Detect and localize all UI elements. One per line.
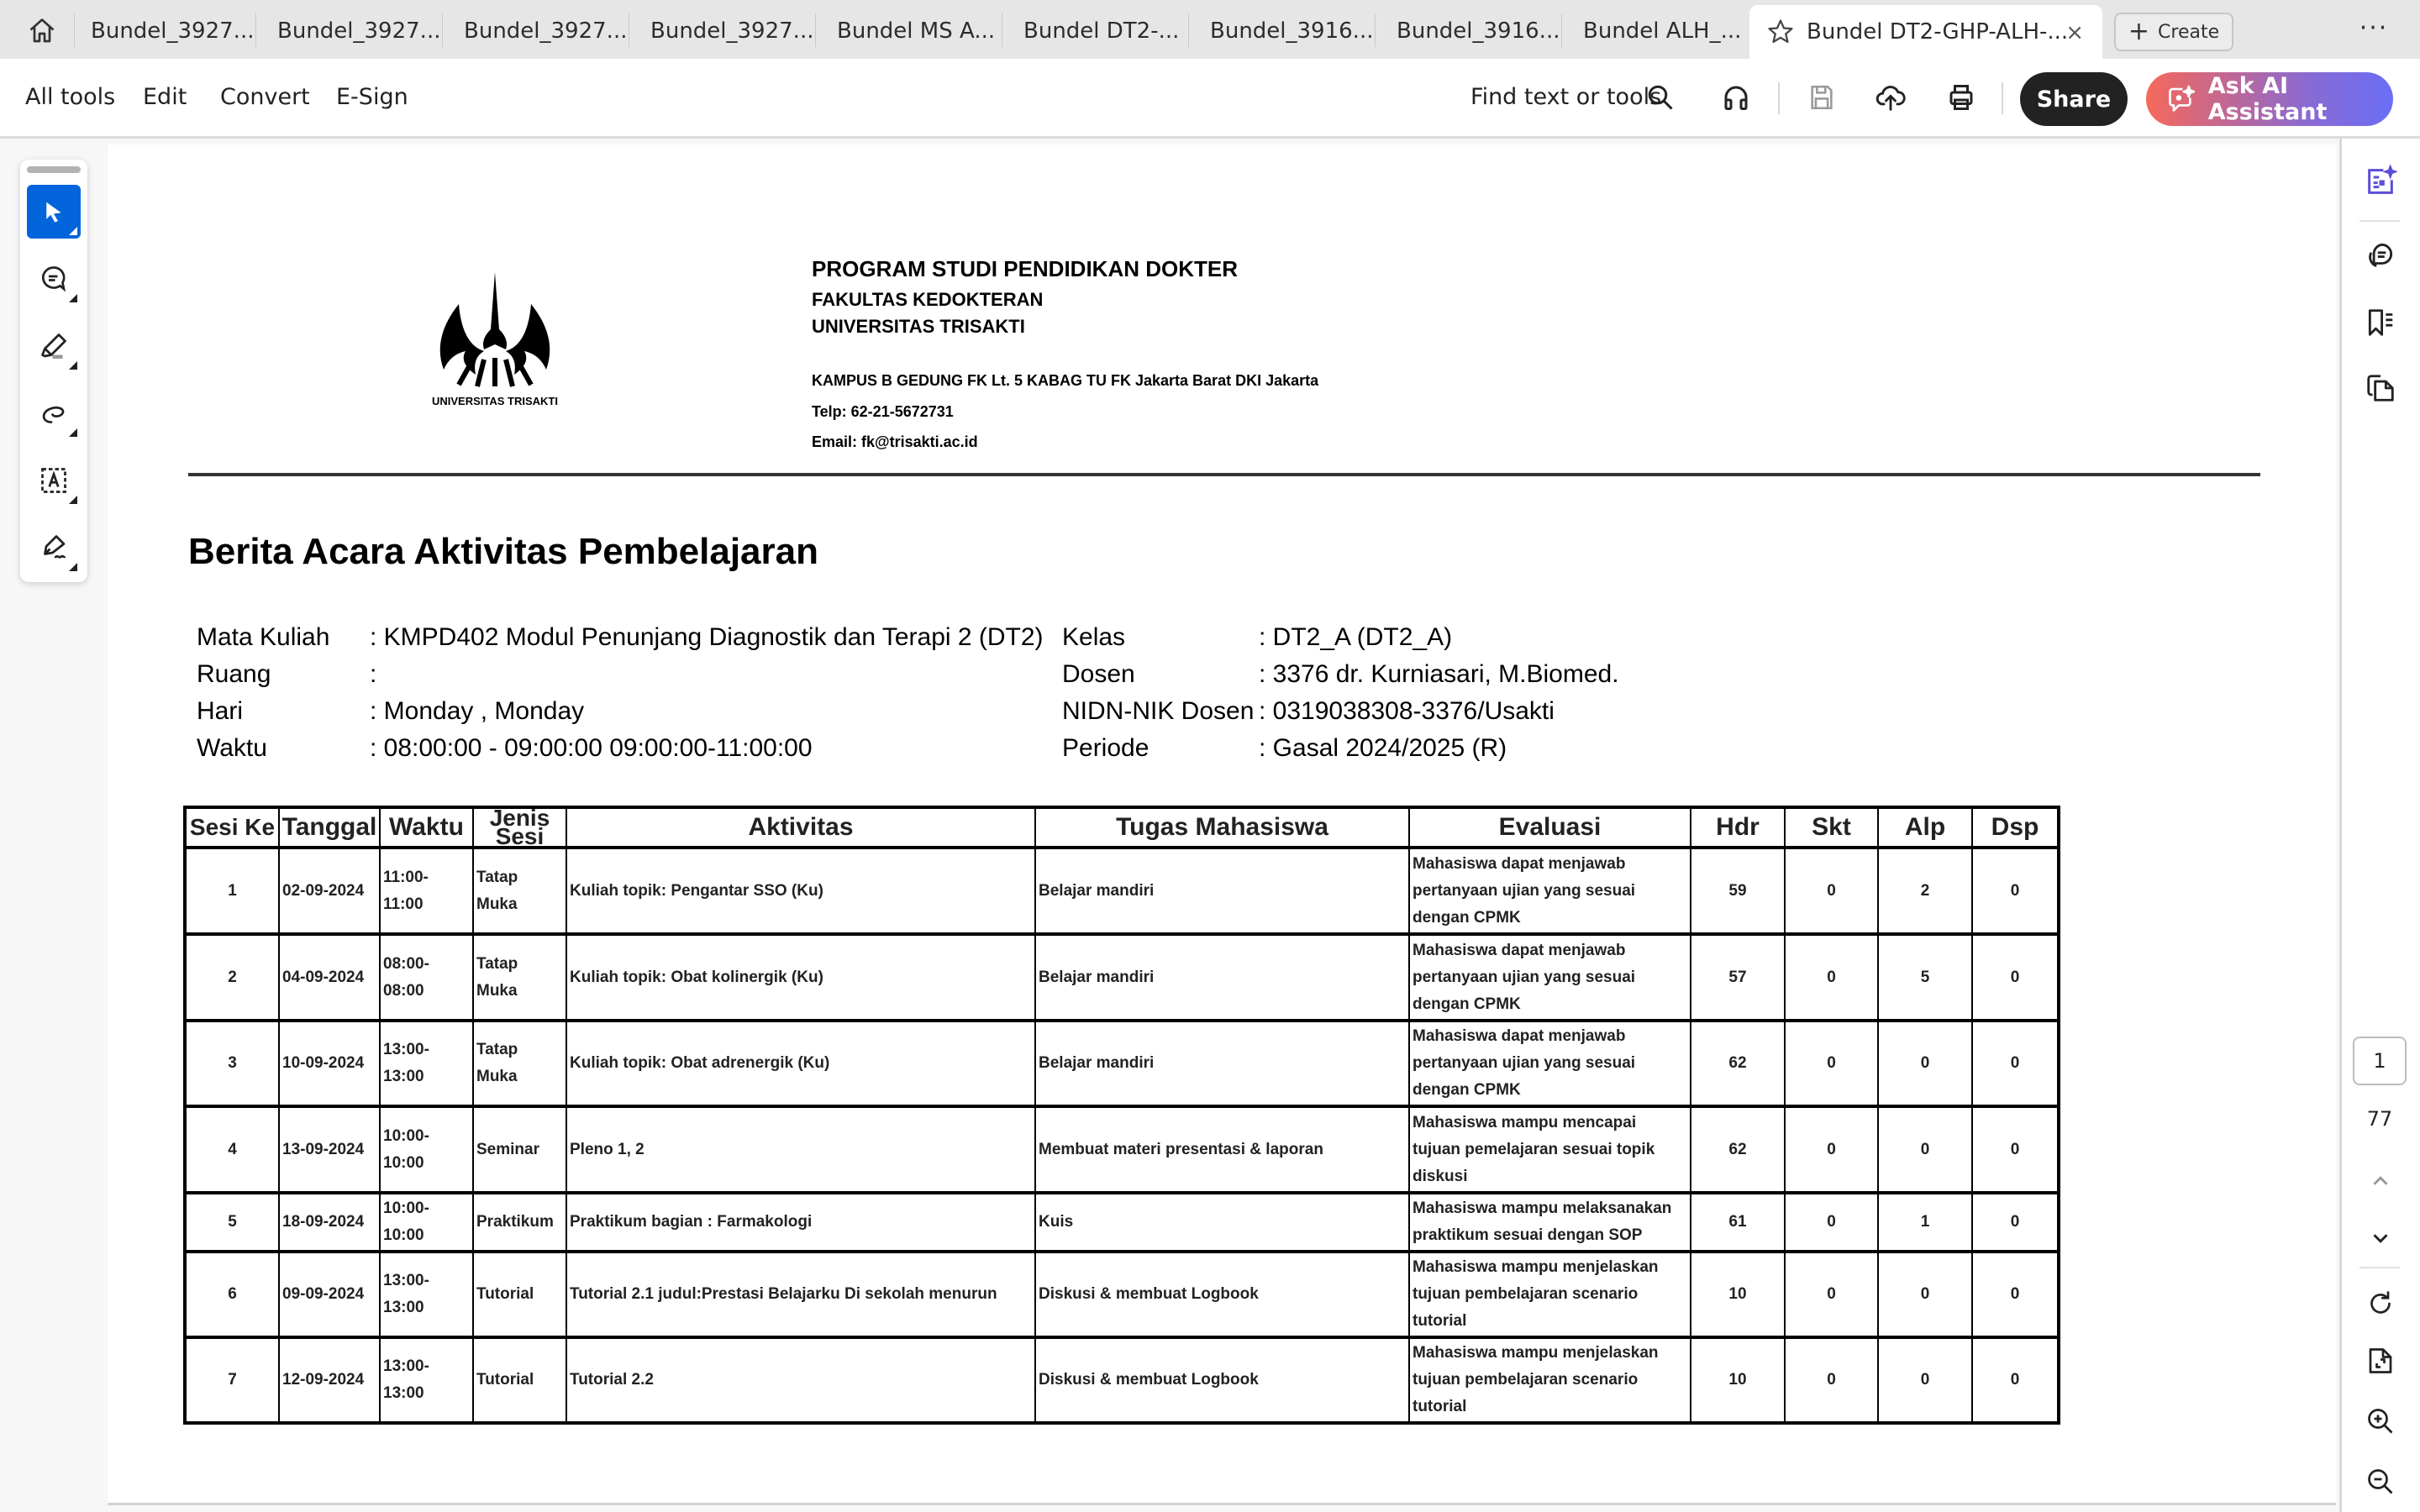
rotate-button[interactable] (2359, 1282, 2402, 1326)
col-aktivitas: Aktivitas (566, 807, 1035, 848)
close-tab-icon[interactable]: × (2065, 20, 2084, 45)
headphones-icon (1721, 82, 1751, 113)
cell-waktu: 13:00- 13:00 (380, 1337, 473, 1423)
share-button[interactable] (2020, 72, 2128, 126)
cell-tanggal: 04-09-2024 (279, 934, 380, 1021)
table-row (185, 1193, 2059, 1252)
cell-jenis: Praktikum (473, 1193, 566, 1252)
cell-dsp: 0 (1972, 1337, 2059, 1423)
zoom-out-icon (2365, 1467, 2396, 1497)
current-page-input[interactable]: 1 (2353, 1037, 2407, 1085)
next-page-button[interactable] (2359, 1216, 2402, 1260)
cell-jenis: Tatap Muka (473, 848, 566, 934)
header-divider (188, 473, 2260, 476)
cell-dsp: 0 (1972, 1193, 2059, 1252)
search-button[interactable] (1640, 77, 1681, 118)
previous-page-button[interactable] (2359, 1159, 2402, 1203)
cell-sesi: 5 (185, 1193, 279, 1252)
tab-5[interactable] (815, 10, 1000, 52)
cell-jenis: Seminar (473, 1106, 566, 1193)
cell-alp: 2 (1878, 848, 1972, 934)
page-thumbnails-icon (2365, 372, 2396, 404)
menu-e-sign[interactable]: E-Sign (336, 84, 408, 110)
cell-jenis: Tatap Muka (473, 1021, 566, 1106)
cell-waktu: 13:00- 13:00 (380, 1252, 473, 1337)
tab-7[interactable] (1188, 10, 1373, 52)
freehand-draw-icon (39, 398, 69, 428)
col-jenis-sesi: Jenis Sesi (473, 807, 566, 848)
cell-skt: 0 (1785, 1106, 1878, 1193)
cell-waktu: 10:00- 10:00 (380, 1193, 473, 1252)
university-logo-icon (425, 270, 565, 388)
tab-label: Bundel_3916... (1210, 18, 1373, 44)
highlighter-pen-icon (39, 331, 69, 361)
col-waktu: Waktu (380, 807, 473, 848)
cell-hdr: 57 (1691, 934, 1785, 1021)
meta-label-mata-kuliah: Mata Kuliah (197, 623, 330, 651)
cell-hdr: 10 (1691, 1252, 1785, 1337)
cell-evaluasi: Mahasiswa dapat menjawab pertanyaan ujian yang sesuai dengan CPMK (1409, 934, 1691, 1021)
comment-bubble-icon (39, 264, 69, 294)
bookmark-list-icon (2365, 307, 2396, 339)
tab-label: Bundel MS A... (837, 18, 996, 44)
printer-icon (1946, 82, 1976, 113)
comments-icon (2365, 239, 2396, 271)
chevron-up-icon (2368, 1168, 2393, 1194)
cell-dsp: 0 (1972, 1021, 2059, 1106)
cell-hdr: 62 (1691, 1106, 1785, 1193)
create-label: Create (2158, 21, 2220, 43)
cell-waktu: 11:00- 11:00 (380, 848, 473, 934)
logo-caption: UNIVERSITAS TRISAKTI (432, 395, 558, 407)
cell-alp: 0 (1878, 1337, 1972, 1423)
cell-dsp: 0 (1972, 934, 2059, 1021)
cell-tugas: Diskusi & membuat Logbook (1035, 1337, 1409, 1423)
meta-value-mata-kuliah: : KMPD402 Modul Penunjang Diagnostik dan Terapi 2 (DT2) (370, 623, 1044, 651)
cell-evaluasi: Mahasiswa mampu mencapai tujuan pemelajaran sesuai topik diskusi (1409, 1106, 1691, 1193)
meta-value-kelas: : DT2_A (DT2_A) (1259, 623, 1453, 651)
header-email: Email: fk@trisakti.ac.id (812, 433, 978, 450)
zoom-in-icon (2365, 1406, 2396, 1436)
text-box-icon (39, 465, 69, 496)
zoom-out-button[interactable] (2359, 1460, 2402, 1504)
save-button[interactable] (1802, 77, 1842, 118)
cell-alp: 0 (1878, 1106, 1972, 1193)
cell-tugas: Membuat materi presentasi & laporan (1035, 1106, 1409, 1193)
ask-ai-assistant-button[interactable] (2146, 72, 2393, 126)
cell-sesi: 7 (185, 1337, 279, 1423)
cell-hdr: 59 (1691, 848, 1785, 934)
table-row (185, 934, 2059, 1021)
cell-dsp: 0 (1972, 1106, 2059, 1193)
cell-jenis: Tutorial (473, 1252, 566, 1337)
meta-label-dosen: Dosen (1062, 660, 1135, 688)
find-text-button[interactable]: Find text or tools (1470, 84, 1662, 110)
save-icon (1807, 83, 1836, 112)
cell-jenis: Tatap Muka (473, 934, 566, 1021)
cell-alp: 5 (1878, 934, 1972, 1021)
cell-sesi: 3 (185, 1021, 279, 1106)
cell-tanggal: 10-09-2024 (279, 1021, 380, 1106)
cell-dsp: 0 (1972, 848, 2059, 934)
cell-sesi: 4 (185, 1106, 279, 1193)
header-phone: Telp: 62-21-5672731 (812, 403, 954, 420)
cell-tanggal: 13-09-2024 (279, 1106, 380, 1193)
ai-summary-icon (2364, 165, 2397, 198)
cell-sesi: 2 (185, 934, 279, 1021)
zoom-in-button[interactable] (2359, 1399, 2402, 1443)
cell-waktu: 08:00- 08:00 (380, 934, 473, 1021)
meta-label-nidn: NIDN-NIK Dosen (1062, 697, 1255, 725)
cell-evaluasi: Mahasiswa dapat menjawab pertanyaan ujian yang sesuai dengan CPMK (1409, 1021, 1691, 1106)
cell-aktivitas: Tutorial 2.1 judul:Prestasi Belajarku Di sekolah menurun (566, 1252, 1035, 1337)
cell-evaluasi: Mahasiswa mampu melaksanakan praktikum sesuai dengan SOP (1409, 1193, 1691, 1252)
tab-bar (0, 0, 2420, 59)
cell-skt: 0 (1785, 1193, 1878, 1252)
upload-cloud-button[interactable] (1870, 77, 1911, 118)
cell-tanggal: 12-09-2024 (279, 1337, 380, 1423)
cell-skt: 0 (1785, 934, 1878, 1021)
col-evaluasi: Evaluasi (1409, 807, 1691, 848)
meta-value-nidn: : 0319038308-3376/Usakti (1259, 697, 1555, 725)
tab-label: Bundel DT2-... (1023, 18, 1180, 44)
table-row (185, 1252, 2059, 1337)
tab-1[interactable] (69, 10, 254, 52)
menu-all-tools[interactable]: All tools (25, 84, 116, 110)
tab-3[interactable] (442, 10, 627, 52)
text-tool-button[interactable] (27, 454, 81, 507)
header-faculty: FAKULTAS KEDOKTERAN (812, 289, 1044, 310)
rotate-clockwise-icon (2365, 1289, 2396, 1319)
highlight-tool-button[interactable] (27, 319, 81, 373)
total-pages: 77 (2366, 1107, 2393, 1131)
read-aloud-button[interactable] (1716, 77, 1756, 118)
ai-generative-summary-button[interactable] (2359, 160, 2402, 203)
create-button[interactable] (2114, 13, 2233, 51)
quick-tools-rail (20, 160, 87, 582)
tab-label: Bundel_3916... (1397, 18, 1560, 44)
cell-evaluasi: Mahasiswa mampu menjelaskan tujuan pembelajaran scenario tutorial (1409, 1337, 1691, 1423)
cell-evaluasi: Mahasiswa dapat menjawab pertanyaan ujian yang sesuai dengan CPMK (1409, 848, 1691, 934)
table-row (185, 1106, 2059, 1193)
cell-skt: 0 (1785, 1252, 1878, 1337)
ai-assistant-icon (2166, 82, 2196, 116)
fit-page-button[interactable] (2359, 1339, 2402, 1383)
cell-tanggal: 02-09-2024 (279, 848, 380, 934)
header-program: PROGRAM STUDI PENDIDIKAN DOKTER (812, 256, 1239, 281)
tab-label: Bundel_3927... (91, 18, 254, 44)
cell-skt: 0 (1785, 848, 1878, 934)
cell-waktu: 10:00- 10:00 (380, 1106, 473, 1193)
cell-tanggal: 18-09-2024 (279, 1193, 380, 1252)
cell-alp: 0 (1878, 1021, 1972, 1106)
cell-tugas: Kuis (1035, 1193, 1409, 1252)
header-address: KAMPUS B GEDUNG FK Lt. 5 KABAG TU FK Jakarta Barat DKI Jakarta (812, 372, 1319, 389)
search-icon (1645, 82, 1676, 113)
col-tanggal: Tanggal (279, 807, 380, 848)
table-row (185, 1021, 2059, 1106)
menu-convert[interactable]: Convert (220, 84, 310, 110)
tab-2[interactable] (255, 10, 440, 52)
cell-hdr: 62 (1691, 1021, 1785, 1106)
home-button[interactable] (18, 12, 66, 50)
cell-evaluasi: Mahasiswa mampu menjelaskan tujuan pembelajaran scenario tutorial (1409, 1252, 1691, 1337)
col-skt: Skt (1785, 807, 1878, 848)
pages-panel-button[interactable] (2359, 366, 2402, 410)
fit-page-icon (2365, 1346, 2396, 1376)
tab-label: Bundel ALH_... (1583, 18, 1742, 44)
meta-value-waktu: : 08:00:00 - 09:00:00 09:00:00-11:00:00 (370, 734, 813, 762)
col-sesi-ke: Sesi Ke (185, 807, 279, 848)
bookmarks-panel-button[interactable] (2359, 301, 2402, 344)
cell-dsp: 0 (1972, 1252, 2059, 1337)
meta-value-ruang: : (370, 660, 377, 688)
ai-label: Ask AI Assistant (2207, 73, 2328, 125)
draw-tool-button[interactable] (27, 386, 81, 440)
meta-label-periode: Periode (1062, 734, 1150, 762)
cell-skt: 0 (1785, 1337, 1878, 1423)
comment-tool-button[interactable] (27, 252, 81, 306)
table-row (185, 1337, 2059, 1423)
col-hdr: Hdr (1691, 807, 1785, 848)
print-button[interactable] (1941, 77, 1981, 118)
cell-aktivitas: Kuliah topik: Obat kolinergik (Ku) (566, 934, 1035, 1021)
meta-value-hari: : Monday , Monday (370, 697, 585, 725)
cell-alp: 1 (1878, 1193, 1972, 1252)
main-toolbar (0, 59, 2420, 139)
tab-6[interactable] (1002, 10, 1186, 52)
more-options-button[interactable]: ··· (2359, 13, 2389, 43)
cell-tugas: Belajar mandiri (1035, 848, 1409, 934)
document-title: Berita Acara Aktivitas Pembelajaran (188, 531, 818, 572)
meta-value-periode: : Gasal 2024/2025 (R) (1259, 734, 1507, 762)
meta-label-waktu: Waktu (197, 734, 267, 762)
cell-aktivitas: Kuliah topik: Pengantar SSO (Ku) (566, 848, 1035, 934)
cell-tugas: Belajar mandiri (1035, 934, 1409, 1021)
cell-aktivitas: Tutorial 2.2 (566, 1337, 1035, 1423)
tab-4[interactable] (629, 10, 813, 52)
meta-label-ruang: Ruang (197, 660, 271, 688)
sign-tool-button[interactable] (27, 521, 81, 575)
table-row (185, 848, 2059, 934)
cell-aktivitas: Praktikum bagian : Farmakologi (566, 1193, 1035, 1252)
cell-tanggal: 09-09-2024 (279, 1252, 380, 1337)
home-icon (27, 16, 57, 46)
cloud-upload-icon (1875, 81, 1907, 113)
rail-drag-handle[interactable] (27, 166, 81, 173)
tab-label: Bundel_3927... (650, 18, 813, 44)
select-tool-button[interactable] (27, 185, 81, 239)
tab-active[interactable] (1749, 5, 2102, 59)
cell-jenis: Tutorial (473, 1337, 566, 1423)
activity-table (183, 806, 2060, 1425)
cell-sesi: 1 (185, 848, 279, 934)
pen-nib-signature-icon (39, 533, 69, 563)
meta-label-kelas: Kelas (1062, 623, 1126, 651)
cell-waktu: 13:00- 13:00 (380, 1021, 473, 1106)
col-tugas: Tugas Mahasiswa (1035, 807, 1409, 848)
tab-label: Bundel DT2-GHP-ALH-... (1807, 19, 2069, 45)
tab-label: Bundel_3927... (464, 18, 627, 44)
meta-value-dosen: : 3376 dr. Kurniasari, M.Biomed. (1259, 660, 1619, 688)
cell-tugas: Diskusi & membuat Logbook (1035, 1252, 1409, 1337)
cell-skt: 0 (1785, 1021, 1878, 1106)
cell-aktivitas: Kuliah topik: Obat adrenergik (Ku) (566, 1021, 1035, 1106)
cell-sesi: 6 (185, 1252, 279, 1337)
col-dsp: Dsp (1972, 807, 2059, 848)
menu-edit[interactable]: Edit (143, 84, 187, 110)
plus-icon: + (2128, 17, 2150, 46)
tab-label: Bundel_3927... (277, 18, 440, 44)
cell-hdr: 10 (1691, 1337, 1785, 1423)
comments-panel-button[interactable] (2359, 234, 2402, 277)
chevron-down-icon (2368, 1226, 2393, 1251)
meta-label-hari: Hari (197, 697, 244, 725)
cell-aktivitas: Pleno 1, 2 (566, 1106, 1035, 1193)
cell-tugas: Belajar mandiri (1035, 1021, 1409, 1106)
tab-8[interactable] (1375, 10, 1560, 52)
cell-hdr: 61 (1691, 1193, 1785, 1252)
star-icon[interactable] (1766, 18, 1795, 46)
header-university: UNIVERSITAS TRISAKTI (812, 316, 1025, 337)
share-label: Share (2036, 86, 2112, 113)
tab-9[interactable] (1561, 10, 1746, 52)
cursor-arrow-icon (41, 199, 66, 224)
cell-alp: 0 (1878, 1252, 1972, 1337)
col-alp: Alp (1878, 807, 1972, 848)
